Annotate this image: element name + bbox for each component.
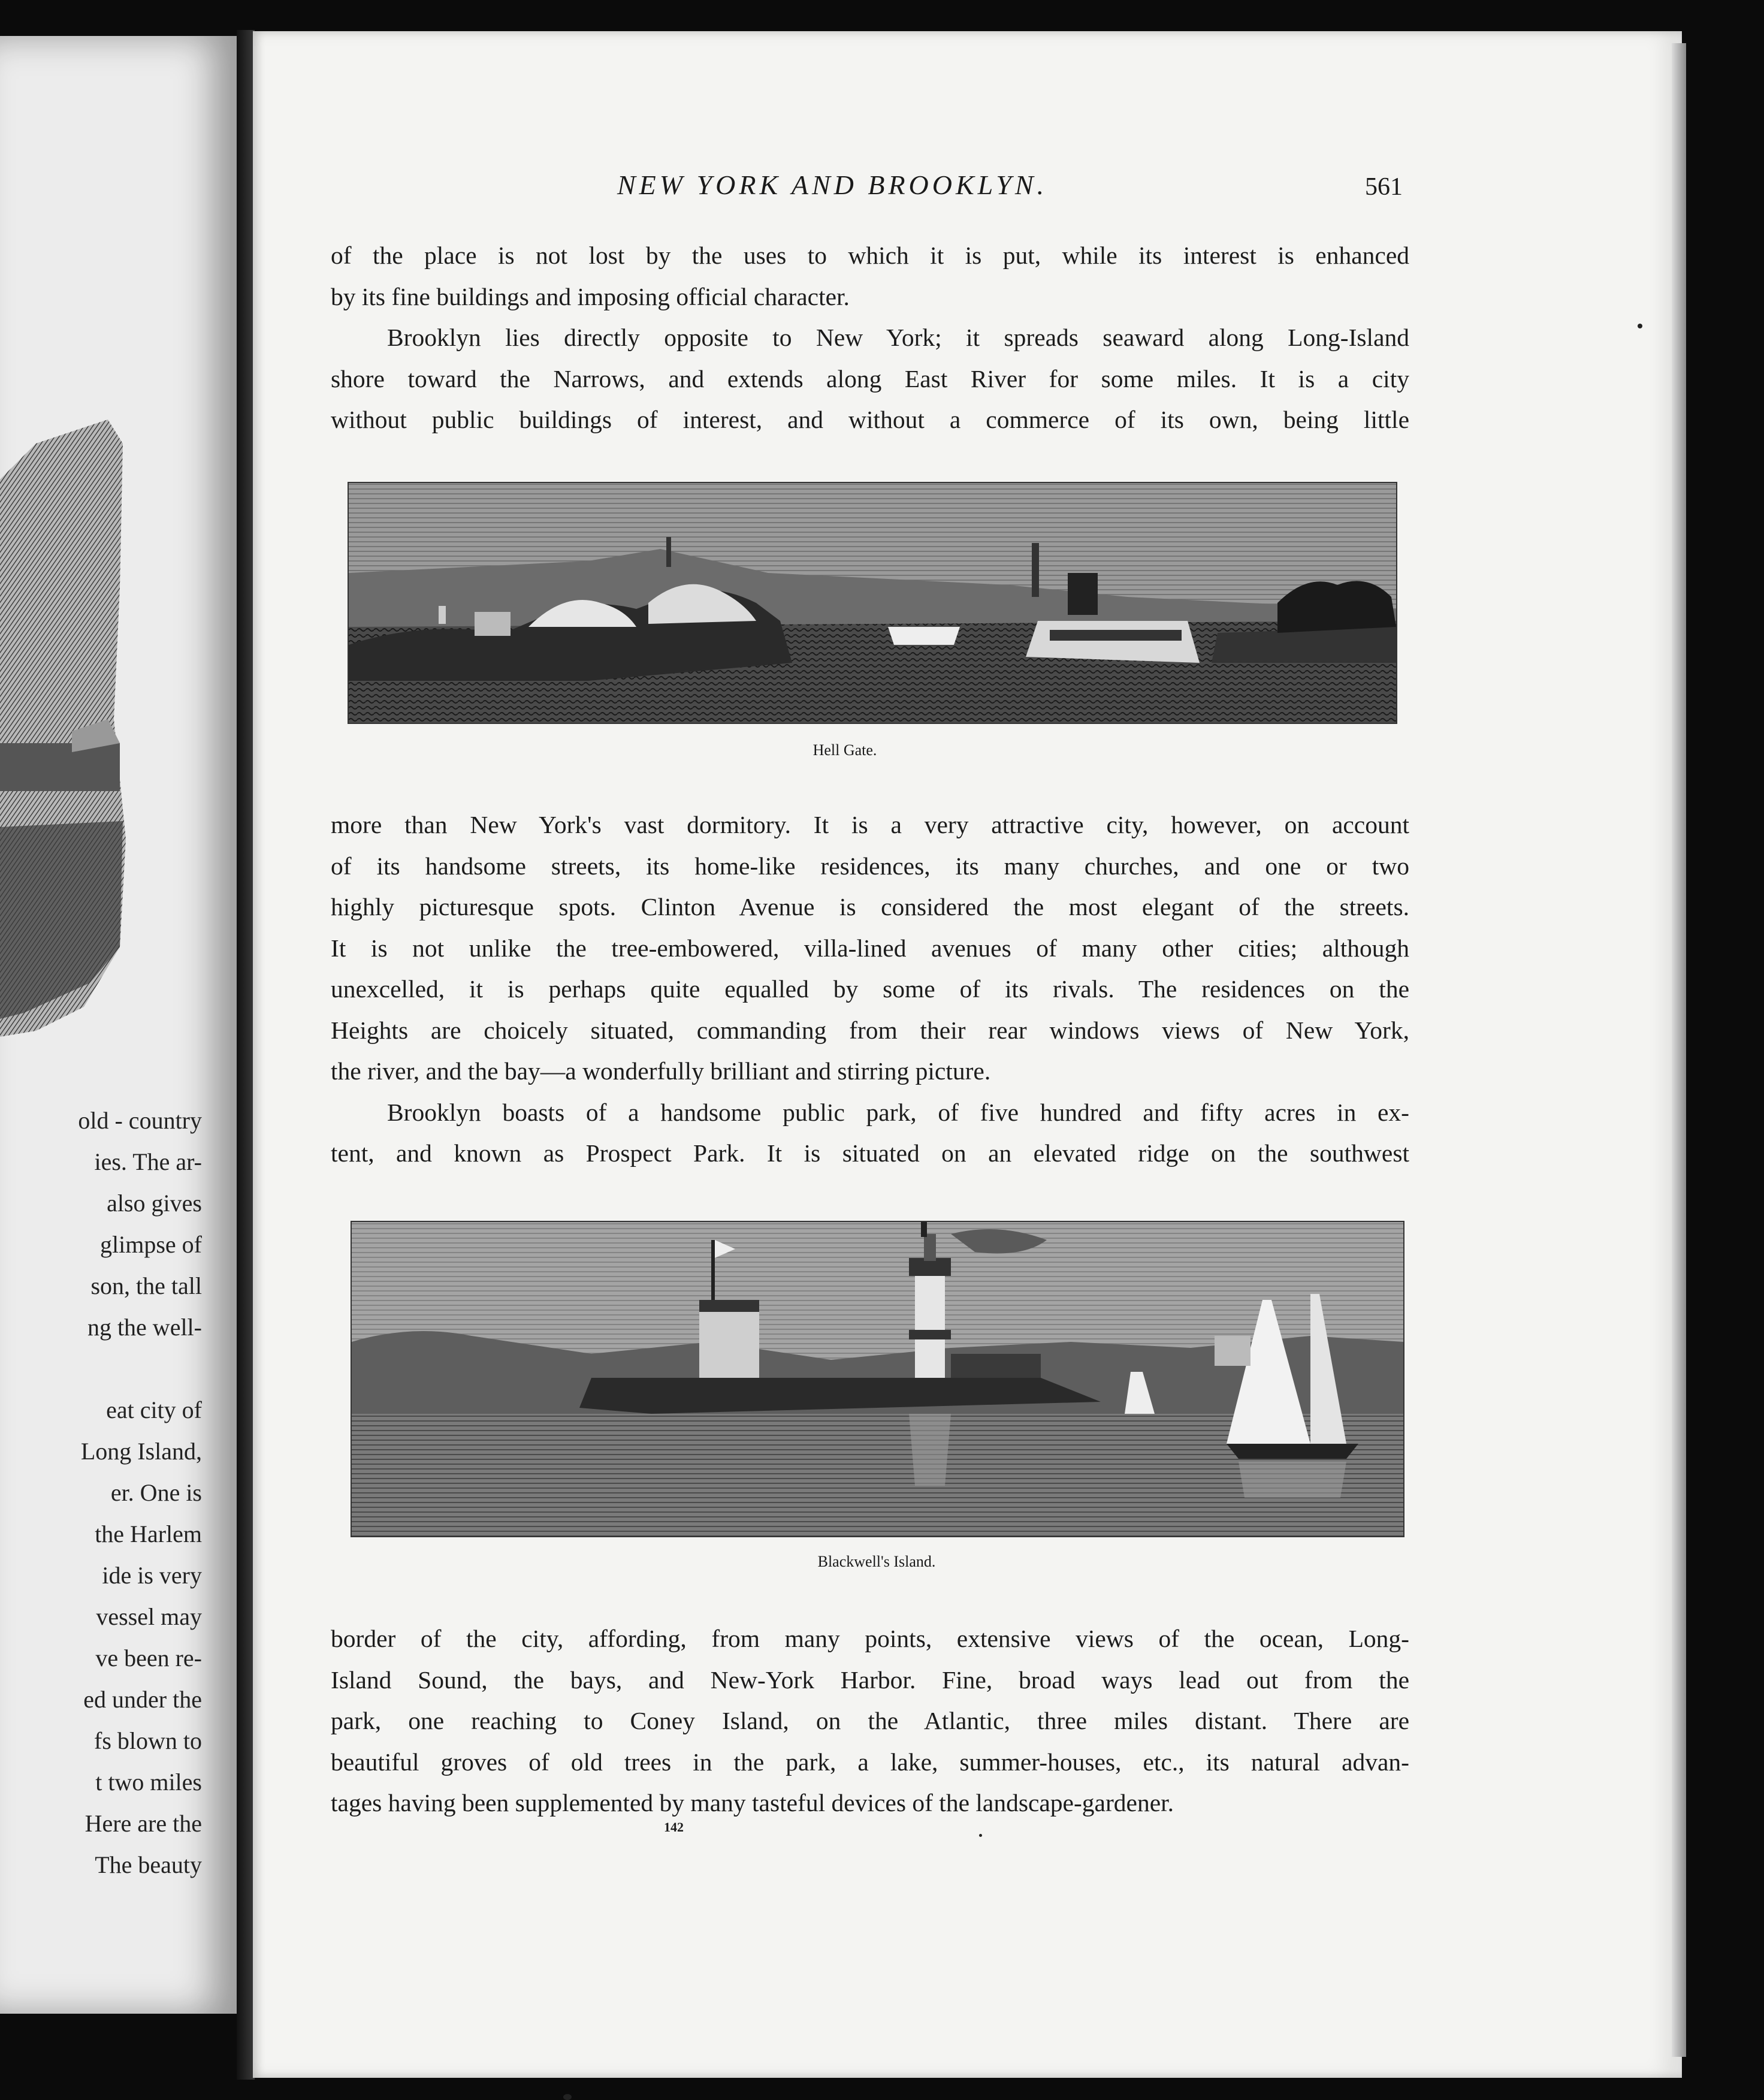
text-line: more than New York's vast dormitory. It is a very attractive city, however, on account: [331, 811, 1409, 838]
page-edge: [1672, 43, 1686, 2057]
signature-mark: 142: [664, 1820, 684, 1835]
blackwells-island-illustration: [351, 1221, 1404, 1537]
left-text-line: [78, 1348, 202, 1389]
left-facing-page: [0, 36, 237, 2014]
left-text-line: fs blown to: [94, 1727, 202, 1754]
text-line: Brooklyn lies directly opposite to New York; it spreads seaward along Long-Island: [387, 324, 1409, 351]
text-line: unexcelled, it is perhaps quite equalled by some of its rivals. The residences on the: [331, 975, 1409, 1003]
page-number: 561: [1365, 173, 1403, 201]
blackwells-island-engraving: [352, 1222, 1403, 1536]
text-line: It is not unlike the tree-embowered, villa-lined avenues of many other cities; although: [331, 934, 1409, 962]
left-text-line: ide is very: [102, 1562, 202, 1589]
book-spine-shadow: [237, 30, 255, 2080]
left-text-line: t two miles: [95, 1769, 202, 1796]
text-line: tages having been supplemented by many tasteful devices of the landscape-gardener.: [331, 1789, 1174, 1817]
dust-speck: [1638, 324, 1642, 328]
text-line: Island Sound, the bays, and New-York Harbor. Fine, broad ways lead out from the: [331, 1665, 1409, 1694]
text-line: border of the city, affording, from many points, extensive views of the ocean, Long-: [331, 1625, 1409, 1652]
text-block-middle: [331, 804, 1409, 1174]
left-text-line: ies. The ar-: [94, 1148, 202, 1175]
left-page-text-column: [78, 1100, 202, 1885]
left-text-line: Here are the: [84, 1810, 202, 1837]
left-text-line: also gives: [107, 1190, 202, 1217]
left-page-engraving-fragment: [0, 408, 126, 1043]
text-line: of the place is not lost by the uses to which it is put, while its interest is enhanced: [331, 242, 1409, 269]
left-text-line: son, the tall: [90, 1272, 202, 1299]
blackwells-island-caption: Blackwell's Island.: [817, 1553, 936, 1570]
text-line: beautiful groves of old trees in the park, a lake, summer-houses, etc., its natural advan-: [331, 1748, 1409, 1776]
text-line: the river, and the bay—a wonderfully brilliant and stirring picture.: [331, 1057, 991, 1085]
text-line: tent, and known as Prospect Park. It is situated on an elevated ridge on the southwest: [331, 1139, 1409, 1167]
hell-gate-illustration: [348, 482, 1397, 724]
left-text-line: Long Island,: [80, 1438, 202, 1465]
text-line: highly picturesque spots. Clinton Avenue is considered the most elegant of the streets.: [331, 893, 1409, 921]
text-line: by its fine buildings and imposing official character.: [331, 282, 850, 310]
hell-gate-engraving: [349, 483, 1396, 723]
left-text-line: eat city of: [106, 1396, 202, 1423]
left-text-line: er. One is: [110, 1479, 202, 1506]
left-text-line: ve been re-: [95, 1645, 202, 1671]
text-line: of its handsome streets, its home-like residences, its many churches, and one or two: [331, 852, 1409, 880]
text-line: without public buildings of interest, and without a commerce of its own, being little: [331, 406, 1409, 433]
dust-speck: [563, 2094, 572, 2100]
running-head-title: NEW YORK AND BROOKLYN.: [617, 170, 1048, 200]
text-block-top: [331, 235, 1409, 440]
left-text-line: the Harlem: [95, 1520, 202, 1547]
text-line: Brooklyn boasts of a handsome public park, of five hundred and fifty acres in ex-: [387, 1098, 1409, 1126]
text-line: park, one reaching to Coney Island, on the Atlantic, three miles distant. There are: [331, 1707, 1409, 1734]
hell-gate-caption: Hell Gate.: [812, 741, 877, 759]
left-text-line: ng the well-: [87, 1314, 202, 1341]
text-line: shore toward the Narrows, and extends along East River for some miles. It is a city: [331, 364, 1409, 393]
left-text-line: old - country: [78, 1107, 202, 1134]
dust-speck: [979, 1834, 982, 1837]
text-block-bottom: [331, 1618, 1409, 1824]
left-text-line: ed under the: [83, 1686, 202, 1713]
text-line: Heights are choicely situated, commanding from their rear windows views of New York,: [331, 1016, 1409, 1044]
left-text-line: glimpse of: [100, 1231, 202, 1258]
left-text-line: The beauty: [95, 1851, 202, 1878]
left-text-line: vessel may: [96, 1603, 202, 1630]
